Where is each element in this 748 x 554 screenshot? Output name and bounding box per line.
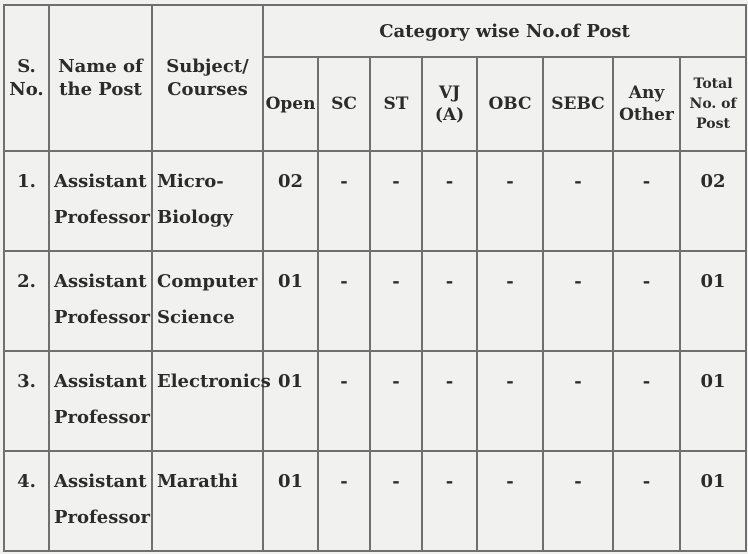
table-row (4, 251, 746, 351)
header-row (4, 5, 746, 57)
col-header-subject-courses: Subject/ Courses (152, 5, 263, 151)
cell-sebc: - (543, 151, 613, 251)
cell-sc: - (318, 451, 370, 551)
col-header-st: ST (370, 57, 422, 151)
table-row (4, 351, 746, 451)
col-header-any-other: Any Other (613, 57, 680, 151)
cell-open: 01 (263, 451, 318, 551)
cell-st: - (370, 351, 422, 451)
cell-sno: 2. (4, 251, 49, 351)
table-row (4, 151, 746, 251)
cell-vj: - (422, 351, 477, 451)
cell-sc: - (318, 351, 370, 451)
cell-sebc: - (543, 351, 613, 451)
cell-obc: - (477, 351, 543, 451)
cell-vj: - (422, 251, 477, 351)
cell-sno: 4. (4, 451, 49, 551)
cell-any-other: - (613, 451, 680, 551)
cell-sno: 1. (4, 151, 49, 251)
cell-post: Assistant Professor (49, 451, 152, 551)
col-header-sno: S. No. (4, 5, 49, 151)
cell-sno: 3. (4, 351, 49, 451)
col-header-open: Open (263, 57, 318, 151)
col-header-vj: VJ (A) (422, 57, 477, 151)
col-header-name-of-post: Name of the Post (49, 5, 152, 151)
cell-sc: - (318, 251, 370, 351)
cell-open: 02 (263, 151, 318, 251)
cell-vj: - (422, 151, 477, 251)
cell-vj: - (422, 451, 477, 551)
cell-any-other: - (613, 351, 680, 451)
cell-any-other: - (613, 251, 680, 351)
cell-any-other: - (613, 151, 680, 251)
cell-st: - (370, 251, 422, 351)
cell-total: 01 (680, 451, 746, 551)
cell-st: - (370, 451, 422, 551)
cell-obc: - (477, 251, 543, 351)
cell-obc: - (477, 151, 543, 251)
table-row (4, 451, 746, 551)
cell-subject: Marathi (152, 451, 263, 551)
posts-table (3, 4, 747, 552)
cell-total: 02 (680, 151, 746, 251)
cell-subject: Computer Science (152, 251, 263, 351)
cell-sc: - (318, 151, 370, 251)
cell-subject: Electronics (152, 351, 263, 451)
cell-post: Assistant Professor (49, 251, 152, 351)
cell-total: 01 (680, 251, 746, 351)
cell-open: 01 (263, 251, 318, 351)
col-header-total: Total No. of Post (680, 57, 746, 151)
col-header-category-group: Category wise No.of Post (263, 5, 746, 57)
cell-sebc: - (543, 251, 613, 351)
cell-sebc: - (543, 451, 613, 551)
cell-post: Assistant Professor (49, 151, 152, 251)
cell-st: - (370, 151, 422, 251)
cell-subject: Micro-Biology (152, 151, 263, 251)
col-header-sebc: SEBC (543, 57, 613, 151)
cell-open: 01 (263, 351, 318, 451)
cell-obc: - (477, 451, 543, 551)
cell-total: 01 (680, 351, 746, 451)
col-header-sc: SC (318, 57, 370, 151)
col-header-obc: OBC (477, 57, 543, 151)
cell-post: Assistant Professor (49, 351, 152, 451)
